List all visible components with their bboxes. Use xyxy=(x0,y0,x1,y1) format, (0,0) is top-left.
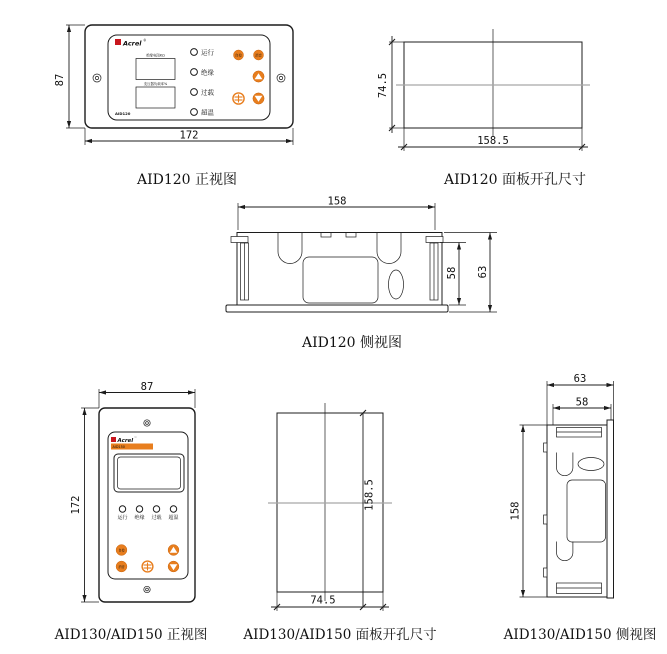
aid130-front-view xyxy=(55,375,230,654)
set-button-graphic xyxy=(233,93,244,104)
front-flange xyxy=(607,420,614,598)
svg-text:运行: 运行 xyxy=(201,48,214,57)
brand-logo-icon xyxy=(111,437,116,442)
svg-text:绝缘: 绝缘 xyxy=(201,68,214,77)
view-caption: AID130/AID150 侧视图 xyxy=(503,627,657,643)
dim-height: 74.5 xyxy=(377,72,389,99)
down-arrow-button-graphic xyxy=(168,561,179,572)
dim-width: 158 xyxy=(327,195,347,208)
dim-width: 172 xyxy=(179,129,199,142)
mute-button-graphic xyxy=(116,561,127,572)
svg-text:自检: 自检 xyxy=(235,53,242,58)
up-arrow-button-graphic xyxy=(168,545,179,556)
dim-width: 74.5 xyxy=(310,594,336,607)
aid130-side-body xyxy=(547,425,607,597)
brand-mark: ™ xyxy=(134,436,137,440)
down-arrow-button-graphic xyxy=(253,93,264,104)
svg-text:超温: 超温 xyxy=(201,108,214,117)
brand-logo-icon xyxy=(115,39,121,45)
svg-text:过载: 过载 xyxy=(201,88,214,97)
model-bar-text: AID150 xyxy=(112,445,125,449)
dim-outer-height: 63 xyxy=(477,265,489,279)
svg-text:过载: 过载 xyxy=(151,515,162,521)
view-caption: AID130/AID150 面板开孔尺寸 xyxy=(243,627,437,643)
dim-height: 87 xyxy=(54,73,66,87)
self-test-button-graphic xyxy=(116,545,127,556)
display2-label: 变压器负载率% xyxy=(143,82,168,86)
aid130-side-view xyxy=(490,375,667,654)
aid120-front-view xyxy=(55,15,300,190)
view-caption: AID120 正视图 xyxy=(136,172,238,188)
brand-text: Acrel xyxy=(123,39,142,48)
dim-width: 87 xyxy=(140,381,154,393)
svg-text:绝缘: 绝缘 xyxy=(134,515,145,521)
base-flange xyxy=(226,305,448,312)
view-caption: AID120 侧视图 xyxy=(301,335,403,351)
aid120-side-body xyxy=(237,233,442,306)
dim-height: 158 xyxy=(509,501,522,521)
svg-text:消音: 消音 xyxy=(255,53,262,58)
svg-text:消音: 消音 xyxy=(118,564,125,569)
aid120-side-view xyxy=(185,195,520,355)
svg-text:自检: 自检 xyxy=(118,548,125,553)
svg-text:超温: 超温 xyxy=(168,515,179,521)
dim-inner-depth: 58 xyxy=(575,396,589,409)
view-caption: AID120 面板开孔尺寸 xyxy=(443,172,587,188)
up-arrow-button-graphic xyxy=(253,71,264,82)
dim-height: 172 xyxy=(70,495,82,515)
model-text: AID120 xyxy=(115,111,131,116)
view-caption: AID130/AID150 正视图 xyxy=(54,627,208,643)
dim-outer-depth: 63 xyxy=(573,373,587,385)
self-test-button-graphic xyxy=(234,50,244,60)
brand-mark: ® xyxy=(143,38,147,43)
brand-text: Acrel xyxy=(117,437,134,444)
svg-text:运行: 运行 xyxy=(117,515,128,521)
display1-label: 绝缘电阻KΩ xyxy=(146,53,165,58)
mute-button-graphic xyxy=(254,50,264,60)
set-button-graphic xyxy=(142,561,153,572)
dim-width: 158.5 xyxy=(477,135,509,147)
aid120-cutout-view xyxy=(360,15,660,190)
aid130-cutout-view xyxy=(240,375,440,654)
dim-height: 158.5 xyxy=(363,479,376,511)
dim-inner-height: 58 xyxy=(446,266,458,280)
